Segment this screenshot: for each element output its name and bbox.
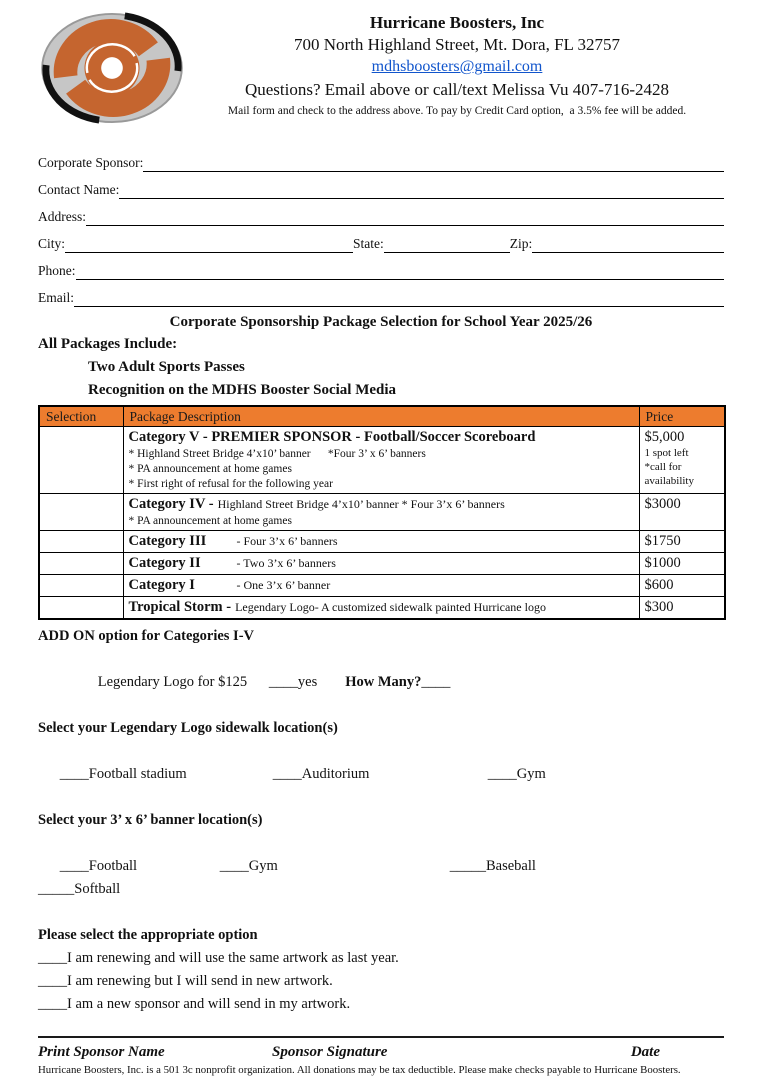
field-email bbox=[38, 280, 724, 307]
state-blank bbox=[384, 226, 510, 253]
table-row bbox=[39, 553, 725, 575]
city-label: City: bbox=[38, 236, 66, 251]
category-title: Tropical Storm - bbox=[128, 599, 232, 615]
phone-blank bbox=[76, 253, 724, 280]
price-cell bbox=[639, 531, 725, 553]
table-row bbox=[39, 597, 725, 620]
price-value: $1000 bbox=[644, 555, 681, 571]
price-cell bbox=[639, 553, 725, 575]
selection-header: Selection bbox=[39, 406, 123, 427]
price-cell bbox=[639, 427, 725, 494]
org-email-line bbox=[190, 56, 724, 78]
city-blank bbox=[65, 226, 353, 253]
banner-heading: Select your 3’ x 6’ banner location(s) bbox=[38, 812, 263, 828]
org-address: 700 North Highland Street, Mt. Dora, FL 32757 bbox=[293, 35, 621, 54]
addon-heading: ADD ON option for Categories I-V bbox=[38, 628, 254, 644]
package-description-cell bbox=[123, 494, 639, 531]
print-sponsor-name-label: Print Sponsor Name bbox=[38, 1044, 165, 1060]
field-contact-name bbox=[38, 172, 724, 199]
nonprofit-disclaimer: Hurricane Boosters, Inc. is a 501 3c nonprofit organization. All donations may be tax deductible. Please make checks payable to Hurricane Boosters. bbox=[38, 1064, 681, 1076]
category-title: Category I bbox=[128, 577, 195, 593]
category-detail: * First right of refusal for the following year bbox=[128, 478, 333, 490]
corporate-sponsor-blank bbox=[143, 145, 724, 172]
corporate-sponsor-label: Corporate Sponsor: bbox=[38, 155, 144, 170]
field-city-state-zip bbox=[38, 226, 724, 253]
field-phone bbox=[38, 253, 724, 280]
price-note: 1 spot left bbox=[644, 447, 689, 459]
category-title: Category II bbox=[128, 555, 201, 571]
package-description-cell bbox=[123, 553, 639, 575]
contact-fields bbox=[38, 145, 724, 307]
banner-option: _____Baseball bbox=[449, 858, 536, 874]
package-description-cell bbox=[123, 427, 639, 494]
table-row bbox=[39, 531, 725, 553]
contact-name-label: Contact Name: bbox=[38, 182, 120, 197]
sidewalk-option: ____Auditorium bbox=[272, 766, 370, 782]
package-include-item: Recognition on the MDHS Booster Social Media bbox=[88, 382, 397, 398]
table-row bbox=[39, 494, 725, 531]
sponsor-signature-label: Sponsor Signature bbox=[272, 1044, 388, 1060]
org-name: Hurricane Boosters, Inc bbox=[369, 13, 545, 32]
email-field-label: Email: bbox=[38, 290, 74, 305]
package-description-cell bbox=[123, 597, 639, 620]
banner-option: ____Gym bbox=[219, 858, 278, 874]
price-note: *call for bbox=[644, 461, 682, 473]
field-address bbox=[38, 199, 724, 226]
artwork-option: ____I am renewing and will use the same artwork as last year. bbox=[38, 950, 399, 966]
selection-cell[interactable] bbox=[39, 575, 123, 597]
zip-blank bbox=[532, 226, 724, 253]
sidewalk-heading: Select your Legendary Logo sidewalk location(s) bbox=[38, 720, 338, 736]
header-text bbox=[190, 8, 724, 121]
banner-options bbox=[38, 832, 724, 924]
category-detail: * PA announcement at home games bbox=[128, 463, 292, 475]
package-description-cell bbox=[123, 575, 639, 597]
phone-label: Phone: bbox=[38, 263, 76, 278]
price-note: availability bbox=[644, 475, 694, 487]
package-include-item: Two Adult Sports Passes bbox=[88, 359, 245, 375]
email-link[interactable]: mdhsboosters@gmail.com bbox=[371, 58, 543, 75]
sidewalk-option: ____Football stadium bbox=[59, 766, 187, 782]
packages-include-heading: All Packages Include: bbox=[38, 336, 178, 352]
price-value: $600 bbox=[644, 577, 674, 593]
banner-option: _____Softball bbox=[38, 881, 121, 897]
price-cell bbox=[639, 597, 725, 620]
price-value: $300 bbox=[644, 599, 674, 615]
package-section-title: Corporate Sponsorship Package Selection for School Year 2025/26 bbox=[169, 314, 593, 330]
selection-cell[interactable] bbox=[39, 531, 123, 553]
package-description-cell bbox=[123, 531, 639, 553]
selection-cell[interactable] bbox=[39, 427, 123, 494]
category-subtitle: - One 3’x 6’ banner bbox=[236, 578, 331, 592]
legendary-logo-offer: Legendary Logo for $125 ____yes bbox=[97, 674, 318, 690]
price-cell bbox=[639, 575, 725, 597]
table-header-row bbox=[39, 406, 725, 427]
how-many-blank: ____ bbox=[421, 674, 451, 690]
banner-option: ____Football bbox=[59, 858, 138, 874]
category-subtitle: Legendary Logo- A customized sidewalk painted Hurricane logo bbox=[235, 600, 546, 614]
zip-label: Zip: bbox=[509, 236, 533, 251]
selection-cell[interactable] bbox=[39, 597, 123, 620]
price-value: $1750 bbox=[644, 533, 681, 549]
category-subtitle: - Four 3’x 6’ banners bbox=[236, 534, 338, 548]
hurricane-icon bbox=[38, 10, 186, 126]
contact-name-blank bbox=[119, 172, 724, 199]
selection-cell[interactable] bbox=[39, 494, 123, 531]
category-subtitle: - Two 3’x 6’ banners bbox=[236, 556, 336, 570]
category-title: Category IV - bbox=[128, 496, 214, 512]
price-header: Price bbox=[639, 406, 725, 427]
category-detail: * Highland Street Bridge 4’x10’ banner *Four 3’ x 6’ banners bbox=[128, 448, 426, 460]
artwork-option: ____I am a new sponsor and will send in my artwork. bbox=[38, 996, 351, 1012]
address-blank bbox=[86, 199, 724, 226]
category-detail: * PA announcement at home games bbox=[128, 515, 292, 527]
package-table bbox=[38, 405, 726, 620]
artwork-option: ____I am renewing but I will send in new artwork. bbox=[38, 973, 333, 989]
how-many-label: How Many? bbox=[345, 674, 422, 690]
date-label: Date bbox=[630, 1044, 660, 1060]
mail-instructions: Mail form and check to the address above. To pay by Credit Card option, a 3.5% fee will be added. bbox=[227, 105, 687, 117]
sidewalk-option: ____Gym bbox=[487, 766, 546, 782]
table-row bbox=[39, 575, 725, 597]
package-section bbox=[38, 311, 724, 402]
price-value: $3000 bbox=[644, 496, 681, 512]
field-corporate-sponsor bbox=[38, 145, 724, 172]
addon-section bbox=[38, 625, 724, 1016]
address-label: Address: bbox=[38, 209, 86, 224]
price-cell bbox=[639, 494, 725, 531]
description-header: Package Description bbox=[123, 406, 639, 427]
hurricane-logo bbox=[38, 8, 190, 131]
addon-line bbox=[38, 648, 724, 717]
email-blank bbox=[74, 280, 724, 307]
questions-line: Questions? Email above or call/text Melissa Vu 407-716-2428 bbox=[244, 80, 670, 99]
category-title: Category V - PREMIER SPONSOR - Football/Soccer Scoreboard bbox=[128, 429, 536, 445]
category-subtitle: Highland Street Bridge 4’x10’ banner * Four 3’x 6’ banners bbox=[217, 497, 505, 511]
signature-row bbox=[38, 1042, 724, 1062]
table-row bbox=[39, 427, 725, 494]
selection-cell[interactable] bbox=[39, 553, 123, 575]
artwork-heading: Please select the appropriate option bbox=[38, 927, 258, 943]
sidewalk-options bbox=[38, 740, 724, 809]
category-title: Category III bbox=[128, 533, 207, 549]
signature-rule bbox=[38, 1036, 724, 1038]
price-value: $5,000 bbox=[644, 429, 685, 445]
header bbox=[38, 8, 724, 131]
state-label: State: bbox=[353, 236, 384, 251]
